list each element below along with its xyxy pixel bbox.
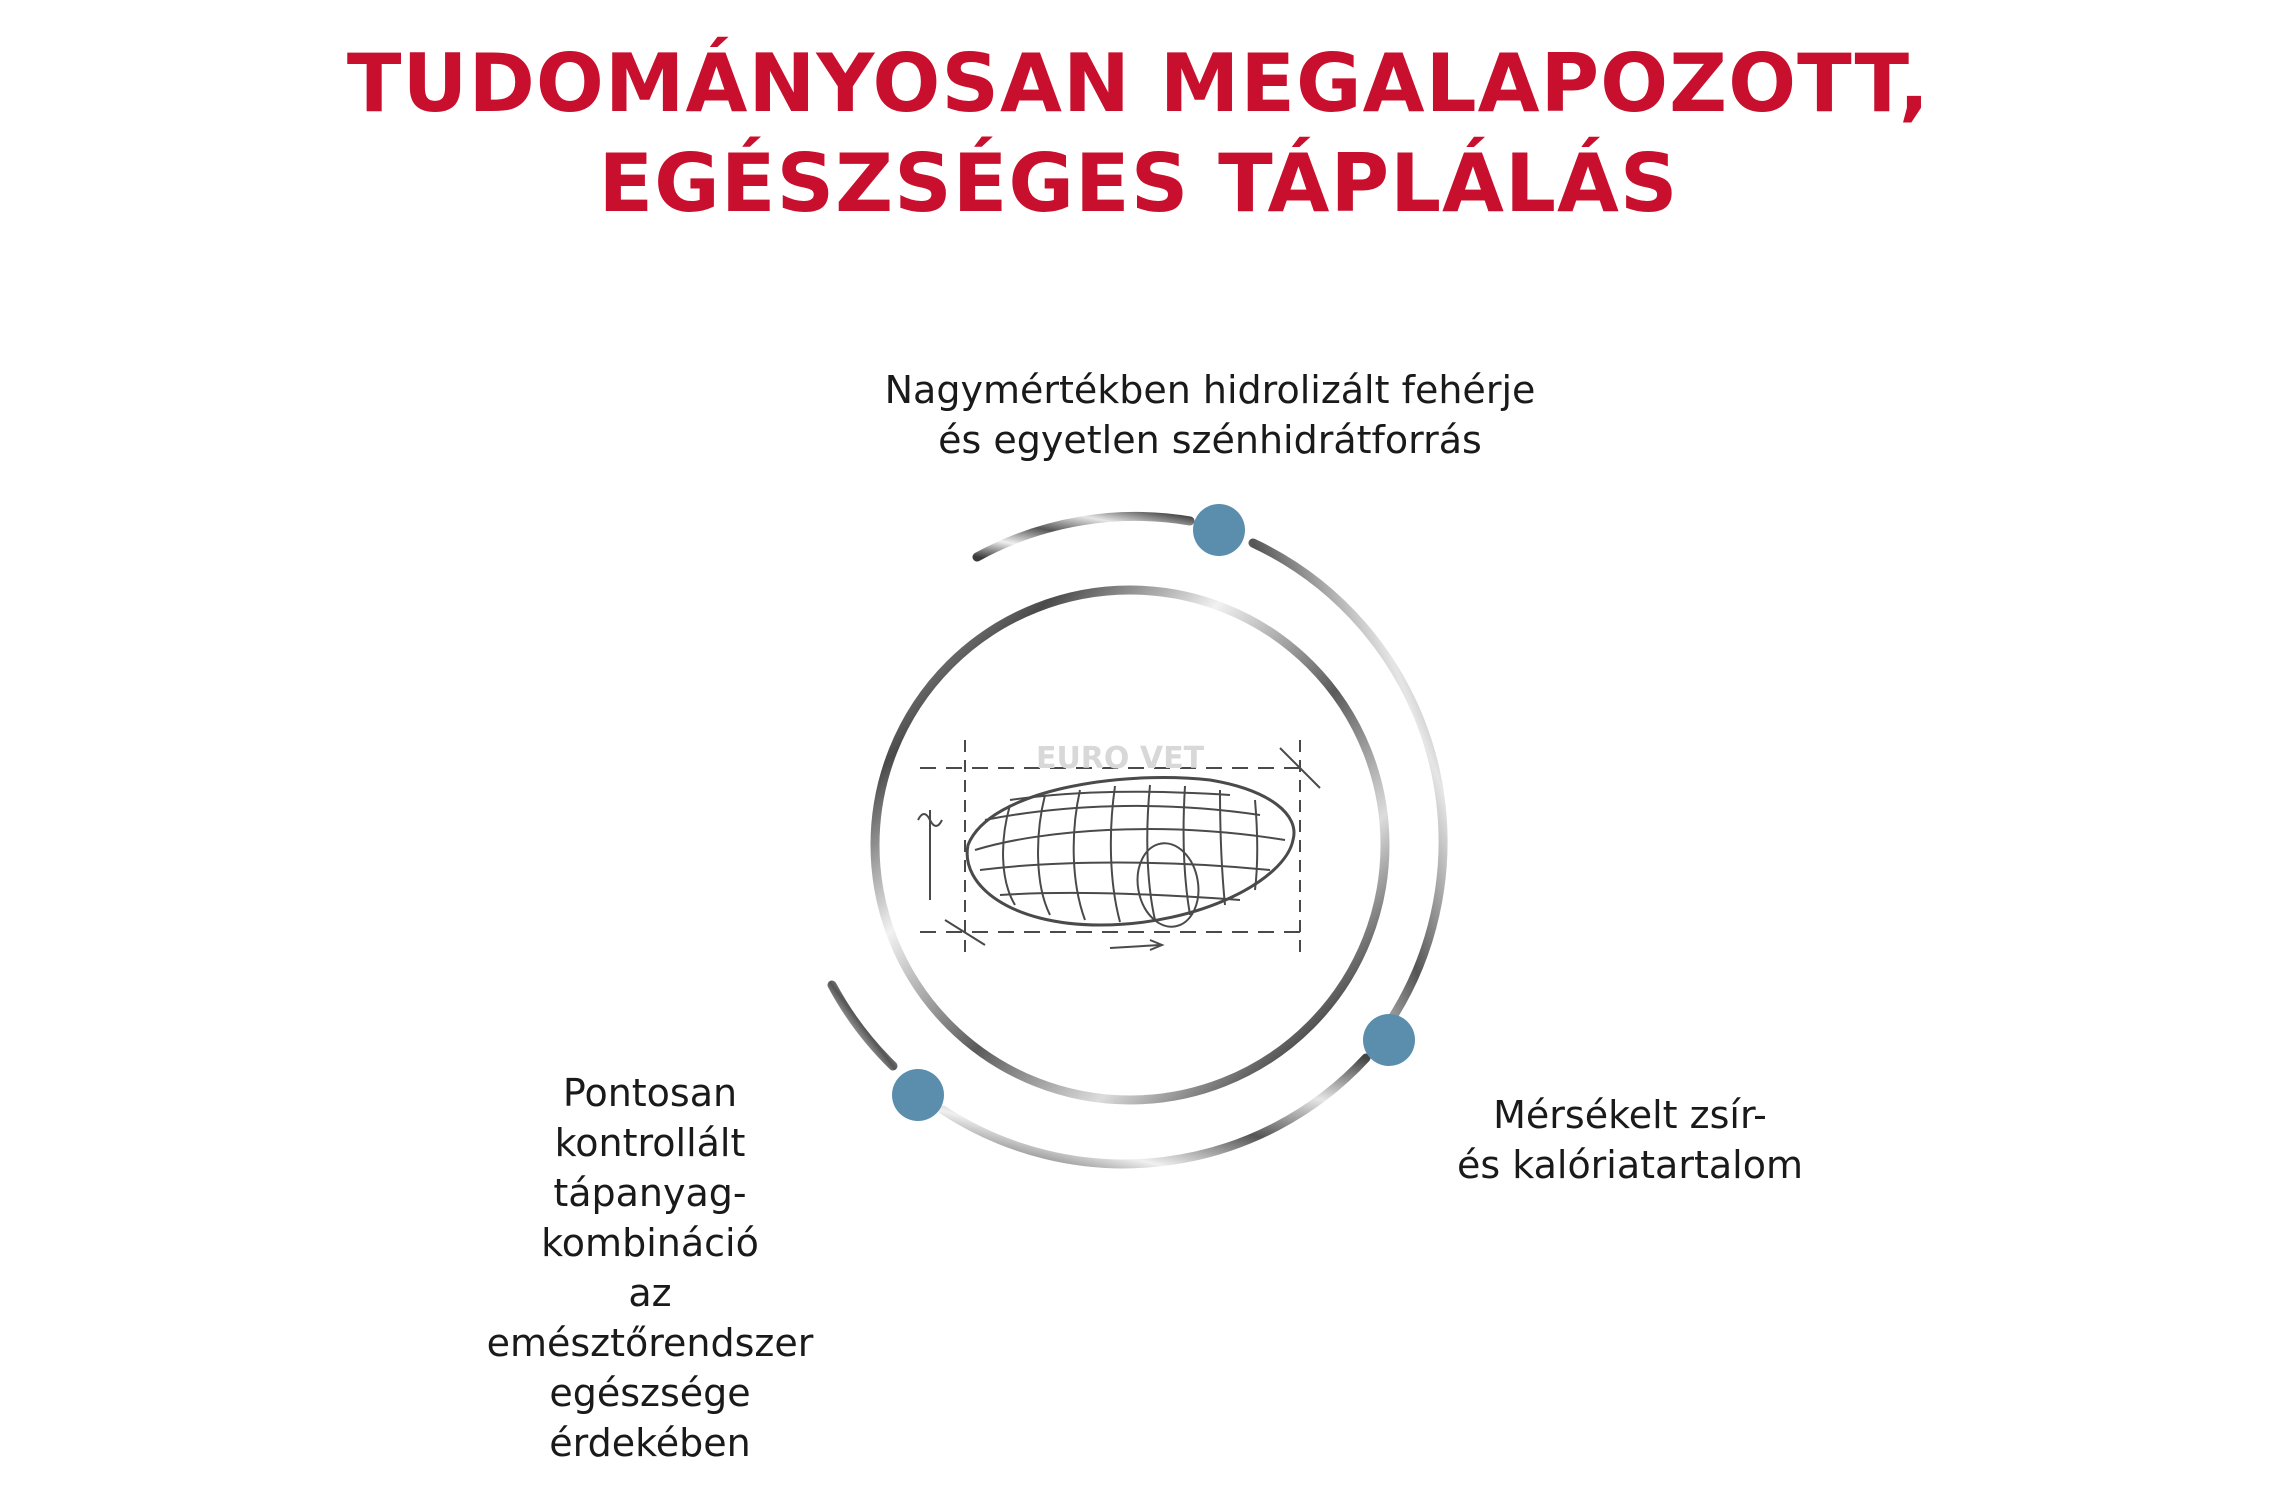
watermark: EURO VET: [1035, 741, 1205, 776]
callout-top-line-1: Nagymértékben hidrolizált fehérje: [884, 368, 1536, 412]
callout-left-line-3: tápanyag-: [553, 1171, 747, 1215]
callout-protein: [760, 365, 1660, 465]
dot-top: [1193, 504, 1245, 556]
dot-right: [1363, 1014, 1415, 1066]
outer-arc-bottom: [943, 1058, 1366, 1164]
callout-nutrient-combination: [400, 1068, 900, 1468]
callout-left-line-2: kontrollált: [554, 1121, 746, 1165]
outer-arc-left: [832, 985, 893, 1066]
callout-left-line-7: egészsége: [549, 1371, 751, 1415]
title-line-1: TUDOMÁNYOSAN MEGALAPOZOTT,: [346, 37, 1931, 130]
outer-arc-right: [1253, 543, 1443, 1040]
inner-ring: [875, 590, 1385, 1100]
outer-arc-top: [977, 516, 1190, 557]
callout-left-line-6: emésztőrendszer: [486, 1321, 814, 1365]
callout-left-line-5: az: [628, 1271, 672, 1315]
callout-fat-calorie: [1380, 1090, 1880, 1190]
callout-top-line-2: és egyetlen szénhidrátforrás: [938, 418, 1482, 462]
callout-left-line-8: érdekében: [549, 1421, 751, 1465]
callout-right-line-2: és kalóriatartalom: [1457, 1143, 1803, 1187]
callout-left-line-1: Pontosan: [562, 1071, 738, 1115]
callout-right-line-1: Mérsékelt zsír-: [1493, 1093, 1767, 1137]
title-line-2: EGÉSZSÉGES TÁPLÁLÁS: [598, 137, 1679, 230]
callout-left-line-4: kombináció: [541, 1221, 759, 1265]
